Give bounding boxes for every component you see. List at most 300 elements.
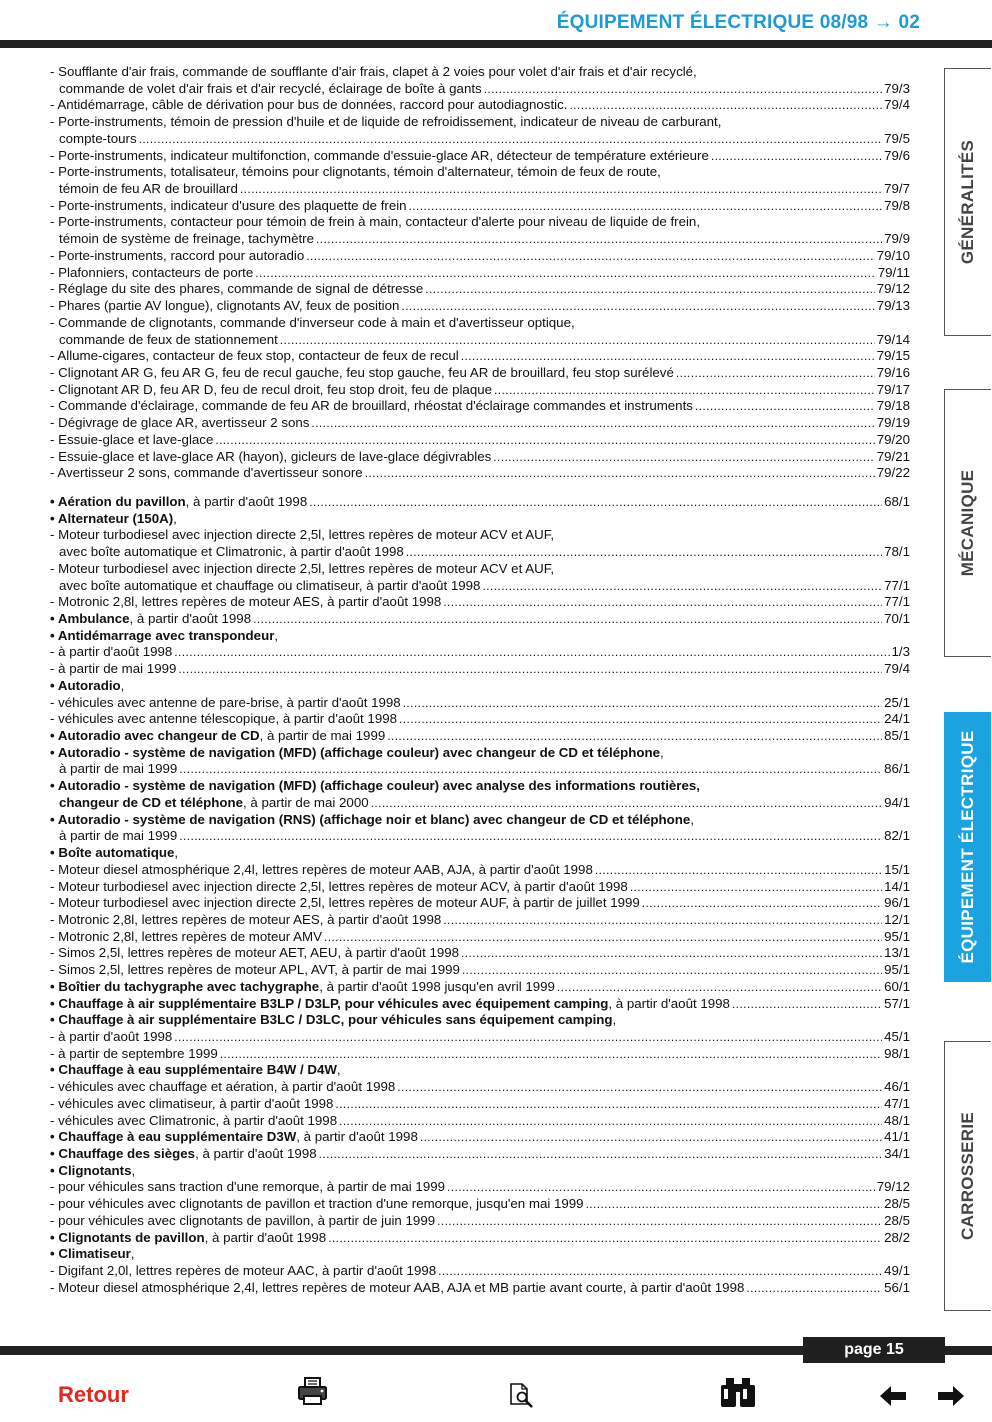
index-entry[interactable] bbox=[50, 695, 910, 712]
dot-leader bbox=[437, 1213, 882, 1230]
page-ref[interactable]: 14/1 bbox=[884, 878, 910, 894]
index-entry[interactable] bbox=[50, 1129, 910, 1146]
tab-label: MÉCANIQUE bbox=[958, 469, 977, 577]
index-entry[interactable] bbox=[50, 544, 910, 561]
binoculars-icon[interactable] bbox=[718, 1376, 758, 1410]
entry-text bbox=[50, 644, 172, 661]
index-entry[interactable] bbox=[50, 382, 910, 399]
entry-heading: • Boîte automatique bbox=[50, 845, 175, 861]
page-ref[interactable]: 79/19 bbox=[876, 415, 910, 431]
entry-text bbox=[50, 895, 640, 912]
dot-leader bbox=[443, 912, 882, 929]
dot-leader bbox=[139, 131, 883, 148]
entry-label: avec boîte automatique et chauffage ou climatiseur, à partir d'août 1998 bbox=[59, 577, 481, 593]
entry-text bbox=[50, 265, 253, 282]
page-ref[interactable]: 79/14 bbox=[876, 331, 910, 347]
index-entry[interactable] bbox=[50, 1146, 910, 1163]
page-ref[interactable]: 77/1 bbox=[884, 594, 910, 610]
entry-label: à partir de mai 1999 bbox=[59, 828, 178, 844]
index-entry bbox=[50, 164, 910, 181]
entry-text bbox=[50, 365, 674, 382]
section-tabs bbox=[944, 0, 992, 1422]
index-entry[interactable] bbox=[50, 979, 910, 996]
entry-label: commande de volet d'air frais et d'air recyclé, éclairage de boîte à gants bbox=[59, 80, 482, 96]
index-entry bbox=[50, 1246, 910, 1263]
entry-label: - pour véhicules sans traction d'une remorque, à partir de mai 1999 bbox=[50, 1179, 446, 1195]
index-entry[interactable] bbox=[50, 449, 910, 466]
entry-label: , bbox=[173, 510, 177, 526]
tab-label: ÉQUIPEMENT ÉLECTRIQUE bbox=[958, 730, 977, 964]
entry-label: - à partir d'août 1998 bbox=[50, 644, 173, 660]
entry-heading: • Chauffage à air supplémentaire B3LC / D3LC, pour véhicules sans équipement camping bbox=[50, 1012, 613, 1028]
dot-leader bbox=[630, 879, 882, 896]
entry-label: avec boîte automatique et Climatronic, à partir d'août 1998 bbox=[59, 544, 404, 560]
dot-leader bbox=[557, 979, 882, 996]
entry-label: - Motronic 2,8l, lettres repères de moteur AMV bbox=[50, 928, 322, 944]
entry-label: - pour véhicules avec clignotants de pavillon, à partir de juin 1999 bbox=[50, 1212, 436, 1228]
entry-label: - Antidémarrage, câble de dérivation pour bus de données, raccord pour autodiagnostic. bbox=[50, 97, 568, 113]
index-entry[interactable] bbox=[50, 348, 910, 365]
entry-text bbox=[59, 231, 314, 248]
dot-leader bbox=[695, 398, 875, 415]
index-entry[interactable] bbox=[50, 198, 910, 215]
arrow-left-icon[interactable] bbox=[878, 1384, 908, 1408]
page-ref[interactable]: 12/1 bbox=[884, 911, 910, 927]
dot-leader bbox=[174, 1029, 882, 1046]
entry-label: - Clignotant AR D, feu AR D, feu de recul droit, feu stop droit, feu de plaque bbox=[50, 381, 493, 397]
page-ref[interactable]: 45/1 bbox=[884, 1028, 910, 1044]
index-entry[interactable] bbox=[50, 231, 910, 248]
index-entry[interactable] bbox=[50, 1029, 910, 1046]
entry-text bbox=[50, 561, 554, 578]
entry-label: - véhicules avec chauffage et aération, à partir d'août 1998 bbox=[50, 1079, 396, 1095]
index-entry[interactable] bbox=[50, 181, 910, 198]
entry-text bbox=[50, 511, 177, 528]
page-ref[interactable]: 79/15 bbox=[876, 348, 910, 364]
page-ref[interactable]: 79/7 bbox=[884, 181, 910, 197]
dot-leader bbox=[365, 465, 875, 482]
page-ref[interactable]: 24/1 bbox=[884, 711, 910, 727]
dot-leader bbox=[482, 578, 882, 595]
entry-label: - Dégivrage de glace AR, avertisseur 2 sons bbox=[50, 415, 310, 431]
entry-text bbox=[50, 945, 459, 962]
entry-label: - véhicules avec Climatronic, à partir d'août 1998 bbox=[50, 1112, 338, 1128]
index-entry[interactable] bbox=[50, 945, 910, 962]
index-entry[interactable] bbox=[50, 711, 910, 728]
page-ref[interactable]: 79/4 bbox=[884, 661, 910, 677]
index-entry[interactable] bbox=[50, 1280, 910, 1297]
index-entry[interactable] bbox=[50, 298, 910, 315]
dot-leader bbox=[711, 148, 882, 165]
page-ref[interactable]: 49/1 bbox=[884, 1263, 910, 1279]
entry-label: - à partir de septembre 1999 bbox=[50, 1045, 218, 1061]
entry-heading: changeur de CD et téléphone bbox=[59, 794, 243, 810]
dot-leader bbox=[387, 728, 882, 745]
dot-leader bbox=[215, 432, 874, 449]
tab-label: CARROSSERIE bbox=[958, 1112, 977, 1240]
entry-label: - Essuie-glace et lave-glace AR (hayon), gicleurs de lave-glace dégivrables bbox=[50, 448, 492, 464]
index-entry[interactable] bbox=[50, 148, 910, 165]
page-ref[interactable]: 15/1 bbox=[884, 861, 910, 877]
entry-label: , bbox=[612, 1012, 617, 1028]
entry-label: , à partir d'août 1998 bbox=[195, 1146, 317, 1161]
dot-leader bbox=[420, 1129, 882, 1146]
index-entry bbox=[50, 511, 910, 528]
entry-text bbox=[50, 996, 730, 1013]
dot-leader bbox=[409, 198, 883, 215]
entry-text bbox=[50, 415, 309, 432]
dot-leader bbox=[462, 962, 882, 979]
entry-heading: • Autoradio avec changeur de CD bbox=[50, 728, 260, 744]
dot-leader bbox=[309, 494, 882, 511]
index-entry[interactable] bbox=[50, 912, 910, 929]
page-ref[interactable]: 79/5 bbox=[884, 130, 910, 146]
entry-text bbox=[50, 628, 278, 645]
dot-leader bbox=[438, 1263, 882, 1280]
page-ref[interactable]: 94/1 bbox=[884, 794, 910, 810]
entry-label: - véhicules avec antenne télescopique, à partir d'août 1998 bbox=[50, 711, 398, 727]
dot-leader bbox=[174, 644, 889, 661]
entry-text bbox=[59, 332, 278, 349]
entry-text bbox=[50, 1163, 135, 1180]
page-ref[interactable]: 79/4 bbox=[884, 97, 910, 113]
entry-heading: • Antidémarrage avec transpondeur bbox=[50, 627, 275, 643]
entry-text bbox=[50, 594, 441, 611]
entry-text bbox=[50, 711, 397, 728]
entry-label: à partir de mai 1999 bbox=[59, 761, 178, 777]
printer-icon[interactable] bbox=[296, 1376, 330, 1406]
index-list bbox=[50, 64, 910, 1296]
index-entry bbox=[50, 745, 910, 762]
page-ref[interactable]: 46/1 bbox=[884, 1079, 910, 1095]
entry-label: compte-tours bbox=[59, 130, 137, 146]
page-ref[interactable]: 34/1 bbox=[884, 1146, 910, 1161]
index-entry[interactable] bbox=[50, 962, 910, 979]
entry-label: , bbox=[120, 677, 125, 693]
page-ref[interactable]: 28/2 bbox=[884, 1229, 910, 1245]
dot-leader bbox=[493, 449, 874, 466]
index-entry[interactable] bbox=[50, 432, 910, 449]
tab-generalites[interactable] bbox=[944, 68, 991, 336]
entry-label: - Porte-instruments, témoin de pression d'huile et de liquide de refroidissement, indicateur de niveau de carburant, bbox=[50, 114, 722, 130]
entry-text bbox=[50, 432, 213, 449]
page-ref[interactable]: 70/1 bbox=[884, 611, 910, 626]
index-entry[interactable] bbox=[50, 828, 910, 845]
entry-label: , bbox=[130, 1246, 135, 1262]
tab-carrosserie[interactable] bbox=[944, 1041, 991, 1311]
page-ref[interactable]: 79/11 bbox=[877, 264, 910, 280]
index-entry bbox=[50, 561, 910, 578]
dot-leader bbox=[371, 795, 882, 812]
entry-label: - Allume-cigares, contacteur de feux stop, contacteur de feux de recul bbox=[50, 348, 459, 364]
index-entry[interactable] bbox=[50, 494, 910, 511]
dot-leader bbox=[178, 661, 882, 678]
entry-text bbox=[50, 661, 176, 678]
entry-label: , bbox=[274, 627, 279, 643]
page-ref[interactable]: 28/5 bbox=[884, 1212, 910, 1228]
index-entry[interactable] bbox=[50, 365, 910, 382]
dot-leader bbox=[255, 265, 875, 282]
index-entry[interactable] bbox=[50, 97, 910, 114]
entry-text bbox=[50, 728, 385, 745]
entry-text bbox=[50, 198, 407, 215]
index-entry[interactable] bbox=[50, 761, 910, 778]
page-ref[interactable]: 82/1 bbox=[884, 828, 910, 844]
entry-label: , à partir de mai 2000 bbox=[242, 794, 369, 810]
index-entry[interactable] bbox=[50, 661, 910, 678]
index-entry[interactable] bbox=[50, 131, 910, 148]
dot-leader bbox=[403, 695, 882, 712]
page-ref[interactable]: 96/1 bbox=[884, 895, 910, 911]
entry-text bbox=[50, 465, 363, 482]
entry-heading: • Autoradio bbox=[50, 677, 121, 693]
page-ref[interactable]: 98/1 bbox=[884, 1045, 910, 1061]
index-entry[interactable] bbox=[50, 248, 910, 265]
entry-text bbox=[50, 449, 491, 466]
index-entry bbox=[50, 1062, 910, 1079]
entry-text bbox=[59, 81, 482, 98]
dot-leader bbox=[397, 1079, 882, 1096]
index-entry[interactable] bbox=[50, 895, 910, 912]
index-entry bbox=[50, 214, 910, 231]
dot-leader bbox=[179, 828, 882, 845]
page-ref[interactable]: 79/13 bbox=[876, 298, 910, 314]
entry-label: - Porte-instruments, contacteur pour témoin de frein à main, contacteur d'alerte pour niveau de liquide de frein, bbox=[50, 214, 701, 230]
dot-leader bbox=[569, 97, 882, 114]
retour-link[interactable]: Retour bbox=[58, 1382, 129, 1407]
index-entry[interactable] bbox=[50, 1079, 910, 1096]
dot-leader bbox=[319, 1146, 882, 1163]
dot-leader bbox=[586, 1196, 883, 1213]
page-ref[interactable]: 79/12 bbox=[876, 1179, 910, 1195]
entry-label: - Soufflante d'air frais, commande de soufflante d'air frais, clapet à 2 voies pour volet d'air frais et d'air recyclé, bbox=[50, 64, 697, 79]
index-entry[interactable] bbox=[50, 281, 910, 298]
entry-text bbox=[50, 1230, 326, 1247]
index-entry[interactable] bbox=[50, 862, 910, 879]
index-entry[interactable] bbox=[50, 795, 910, 812]
entry-label: - Moteur turbodiesel avec injection directe 2,5l, lettres repères de moteur ACV, à partir d'août 1998 bbox=[50, 878, 628, 894]
index-entry[interactable] bbox=[50, 1196, 910, 1213]
entry-text bbox=[50, 398, 693, 415]
entry-heading: • Ambulance bbox=[50, 611, 130, 626]
page-ref[interactable]: 47/1 bbox=[884, 1095, 910, 1111]
entry-label: , à partir d'août 1998 bbox=[608, 995, 730, 1011]
page-ref[interactable]: 48/1 bbox=[884, 1112, 910, 1128]
page-ref[interactable]: 95/1 bbox=[884, 928, 910, 944]
index-entry[interactable] bbox=[50, 1213, 910, 1230]
dot-leader bbox=[399, 711, 882, 728]
page-ref[interactable]: 95/1 bbox=[884, 962, 910, 978]
entry-text bbox=[50, 812, 694, 829]
dot-leader bbox=[220, 1046, 882, 1063]
page-ref[interactable]: 60/1 bbox=[884, 978, 910, 994]
page-ref[interactable]: 68/1 bbox=[884, 493, 910, 509]
index-entry[interactable] bbox=[50, 1096, 910, 1113]
index-entry bbox=[50, 315, 910, 332]
entry-label: - Avertisseur 2 sons, commande d'avertisseur sonore bbox=[50, 465, 363, 481]
entry-heading: • Chauffage à eau supplémentaire D3W bbox=[50, 1129, 297, 1145]
dot-leader bbox=[484, 81, 882, 98]
index-entry[interactable] bbox=[50, 611, 910, 628]
entry-label: , bbox=[131, 1162, 136, 1178]
index-entry[interactable] bbox=[50, 332, 910, 349]
entry-heading: • Alternateur (150A) bbox=[50, 510, 174, 526]
entry-heading: • Boîtier du tachygraphe avec tachygraphe bbox=[50, 978, 320, 994]
entry-label: - Porte-instruments, totalisateur, témoins pour clignotants, témoin d'alternateur, témoin de feux de route, bbox=[50, 164, 661, 180]
dot-leader bbox=[179, 761, 882, 778]
index-entry bbox=[50, 1012, 910, 1029]
index-entry[interactable] bbox=[50, 578, 910, 595]
tab-equipement-electrique[interactable] bbox=[944, 712, 991, 982]
index-entry[interactable] bbox=[50, 1113, 910, 1130]
page-ref[interactable]: 1/3 bbox=[891, 644, 910, 660]
index-entry[interactable] bbox=[50, 879, 910, 896]
arrow-right-icon[interactable] bbox=[936, 1384, 966, 1408]
dot-leader bbox=[447, 1179, 875, 1196]
dot-leader bbox=[339, 1113, 882, 1130]
entry-text bbox=[50, 845, 178, 862]
index-entry[interactable] bbox=[50, 1046, 910, 1063]
dot-leader bbox=[280, 332, 875, 349]
index-entry[interactable] bbox=[50, 996, 910, 1013]
entry-text bbox=[59, 131, 137, 148]
entry-label: - Essuie-glace et lave-glace bbox=[50, 431, 214, 447]
page-ref[interactable]: 79/22 bbox=[876, 465, 910, 481]
page-ref[interactable]: 13/1 bbox=[884, 945, 910, 961]
index-entry[interactable] bbox=[50, 1263, 910, 1280]
page-ref[interactable]: 78/1 bbox=[884, 544, 910, 560]
entry-text bbox=[50, 879, 628, 896]
entry-heading: • Climatiseur bbox=[50, 1246, 131, 1262]
index-entry[interactable] bbox=[50, 398, 910, 415]
index-entry[interactable] bbox=[50, 265, 910, 282]
entry-text bbox=[50, 1129, 418, 1146]
tab-mecanique[interactable] bbox=[944, 389, 991, 657]
entry-label: - Commande de clignotants, commande d'inverseur code à main et d'avertisseur optique, bbox=[50, 314, 575, 330]
entry-text bbox=[50, 248, 304, 265]
index-entry[interactable] bbox=[50, 1179, 910, 1196]
index-entry bbox=[50, 778, 910, 795]
entry-text bbox=[50, 1113, 337, 1130]
entry-label: - Porte-instruments, indicateur d'usure des plaquette de frein bbox=[50, 197, 407, 213]
index-entry[interactable] bbox=[50, 415, 910, 432]
entry-text bbox=[50, 1146, 317, 1163]
page-ref[interactable]: 79/20 bbox=[876, 431, 910, 447]
entry-label: , à partir d'août 1998 bbox=[185, 493, 308, 509]
page-ref[interactable]: 28/5 bbox=[884, 1196, 910, 1212]
page-ref[interactable]: 25/1 bbox=[884, 694, 910, 710]
page-ref[interactable]: 79/18 bbox=[876, 398, 910, 414]
entry-label: , à partir d'août 1998 bbox=[296, 1129, 418, 1145]
page-ref[interactable]: 77/1 bbox=[884, 577, 910, 593]
index-entry bbox=[50, 628, 910, 645]
entry-text bbox=[50, 1046, 218, 1063]
dot-leader bbox=[595, 862, 882, 879]
entry-text bbox=[50, 1096, 333, 1113]
index-entry[interactable] bbox=[50, 594, 910, 611]
entry-text bbox=[50, 527, 554, 544]
entry-label: - Motronic 2,8l, lettres repères de moteur AES, à partir d'août 1998 bbox=[50, 911, 442, 927]
page-ref[interactable]: 79/3 bbox=[884, 80, 910, 96]
entry-text bbox=[50, 912, 441, 929]
page-ref[interactable]: 79/16 bbox=[876, 364, 910, 380]
entry-text bbox=[50, 929, 322, 946]
dot-leader bbox=[642, 895, 882, 912]
entry-label: - à partir de mai 1999 bbox=[50, 661, 177, 677]
page-ref[interactable]: 79/8 bbox=[884, 197, 910, 213]
dot-leader bbox=[316, 231, 882, 248]
index-entry bbox=[50, 845, 910, 862]
page-ref[interactable]: 79/9 bbox=[884, 231, 910, 247]
index-entry[interactable] bbox=[50, 1230, 910, 1247]
index-entry[interactable] bbox=[50, 929, 910, 946]
index-entry[interactable] bbox=[50, 728, 910, 745]
entry-text bbox=[50, 281, 423, 298]
page-title: ÉQUIPEMENT ÉLECTRIQUE 08/98 → 02 bbox=[556, 12, 920, 33]
entry-text bbox=[59, 578, 480, 595]
entry-text bbox=[50, 778, 700, 795]
entry-text bbox=[50, 1012, 616, 1029]
entry-label: - Moteur turbodiesel avec injection directe 2,5l, lettres repères de moteur AUF, à partir de juillet 1999 bbox=[50, 895, 640, 911]
entry-label: - Porte-instruments, raccord pour autoradio bbox=[50, 247, 305, 263]
entry-heading: • Autoradio - système de navigation (MFD) (affichage couleur) avec analyse des informations routières, bbox=[50, 778, 700, 794]
index-entry[interactable] bbox=[50, 644, 910, 661]
entry-heading: • Aération du pavillon bbox=[50, 493, 186, 509]
page-ref[interactable]: 85/1 bbox=[884, 728, 910, 744]
dot-leader bbox=[240, 181, 882, 198]
page-ref[interactable]: 79/21 bbox=[876, 448, 910, 464]
tab-label: GÉNÉRALITÉS bbox=[958, 139, 977, 265]
dot-leader bbox=[324, 929, 882, 946]
page-ref[interactable]: 79/17 bbox=[876, 381, 910, 397]
entry-label: - Réglage du site des phares, commande de signal de détresse bbox=[50, 281, 424, 297]
dot-leader bbox=[461, 348, 875, 365]
entry-label: - Porte-instruments, indicateur multifonction, commande d'essuie-glace AR, détecteur de température extérieure bbox=[50, 147, 709, 163]
entry-text bbox=[59, 181, 238, 198]
page-ref[interactable]: 56/1 bbox=[884, 1279, 910, 1295]
entry-label: - Phares (partie AV longue), clignotants AV, feux de position bbox=[50, 298, 400, 314]
entry-label: - Simos 2,5l, lettres repères de moteur APL, AVT, à partir de mai 1999 bbox=[50, 962, 460, 978]
index-entry[interactable] bbox=[50, 81, 910, 98]
dot-leader bbox=[328, 1230, 882, 1247]
entry-text bbox=[50, 1196, 584, 1213]
page-ref[interactable]: 41/1 bbox=[884, 1129, 910, 1145]
entry-text bbox=[50, 1263, 436, 1280]
page-ref[interactable]: 79/6 bbox=[884, 147, 910, 163]
zoom-icon[interactable] bbox=[508, 1382, 536, 1410]
dot-leader bbox=[311, 415, 874, 432]
dot-leader bbox=[253, 611, 882, 628]
dot-leader bbox=[306, 248, 874, 265]
entry-heading: • Chauffage à eau supplémentaire B4W / D4W bbox=[50, 1062, 337, 1078]
entry-text bbox=[50, 164, 661, 181]
entry-label: commande de feux de stationnement bbox=[59, 331, 278, 347]
entry-text bbox=[50, 1213, 435, 1230]
entry-label: , à partir de mai 1999 bbox=[259, 728, 386, 744]
entry-label: - Clignotant AR G, feu AR G, feu de recul gauche, feu stop gauche, feu AR de brouillard, feu stop surélevé bbox=[50, 364, 674, 380]
dot-leader bbox=[406, 544, 882, 561]
index-entry[interactable] bbox=[50, 465, 910, 482]
entry-label: - Moteur diesel atmosphérique 2,4l, lettres repères de moteur AAB, AJA, à partir d'août 1998 bbox=[50, 861, 593, 877]
entry-text bbox=[50, 962, 460, 979]
entry-text bbox=[59, 761, 177, 778]
page-ref[interactable]: 79/10 bbox=[876, 247, 910, 263]
dot-leader bbox=[425, 281, 874, 298]
index-entry bbox=[50, 678, 910, 695]
page-ref[interactable]: 57/1 bbox=[884, 995, 910, 1011]
page-ref[interactable]: 79/12 bbox=[876, 281, 910, 297]
page-ref[interactable]: 86/1 bbox=[884, 761, 910, 777]
